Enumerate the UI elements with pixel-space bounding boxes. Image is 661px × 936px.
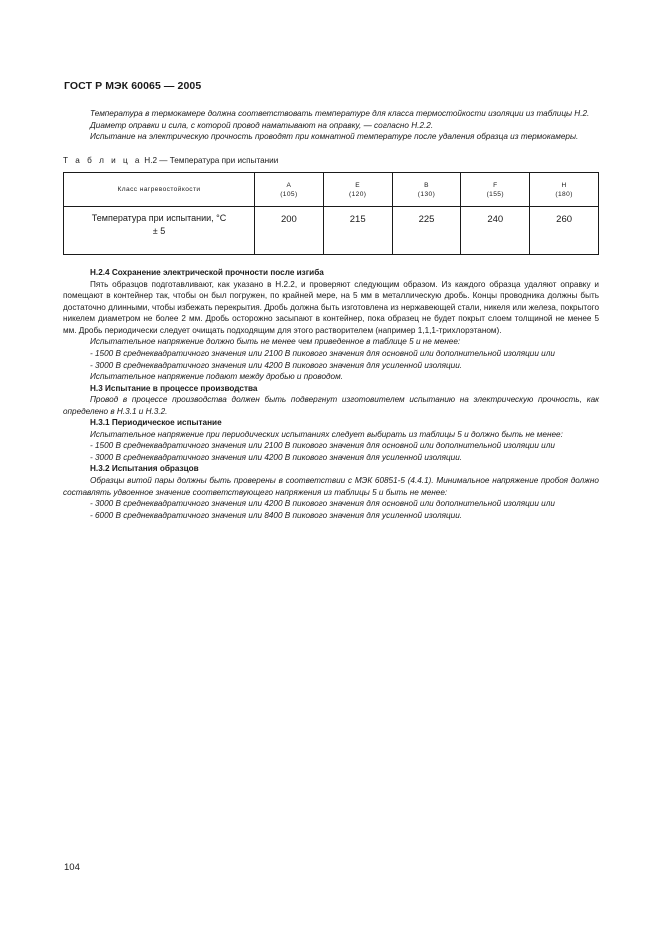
class-letter: А (286, 181, 292, 189)
temperature-table (63, 172, 599, 255)
section-h32-intro: Образцы витой пары должны быть проверены в соответствии с МЭК 60851-5 (4.4.1). Минимальное напряжение пробоя должно составлять удвоенное значение соответствующего напряжения из таблицы 5 и быть не менее: (63, 476, 599, 497)
section-heading-h24: Н.2.4 Сохранение электрической прочности после изгиба (90, 268, 324, 278)
section-heading-h3: Н.3 Испытание в процессе производства (90, 383, 258, 393)
class-temp: (155) (486, 190, 504, 198)
class-temp: (130) (417, 190, 436, 198)
class-letter: Н (561, 181, 567, 189)
class-letter: F (493, 181, 498, 189)
row-label-line: Температура при испытании, °С (91, 213, 227, 224)
class-temp: (105) (280, 190, 298, 198)
intro-paragraph: Температура в термокамере должна соответствовать температуре для класса термостойкости изоляции из таблицы Н.2. (90, 109, 590, 118)
section-h24-voltage-intro: Испытательное напряжение должно быть не менее чем приведенное в таблице 5 и не менее: (90, 337, 461, 347)
section-h24-item: - 3000 В среднеквадратичного значения или 4200 В пикового значения для усиленной изоляции. (90, 360, 463, 370)
value-cell: 225 (392, 207, 461, 255)
section-h24-body: Пять образцов подготавливают, как указано в Н.2.2, и проверяют следующим образом. Из каждого образца удаляют оправку и помещают в контейнер так, чтобы он был погружен, по крайней мере, на 5 мм в металлическую дробь. Концы проводника должны быть достаточно длинными, чтобы избежать перекрытия. Дробь должна быть изготовлена из нержавеющей стали, никеля или железа, покрытого никелем диаметром не более 2 мм. Дробь осторожно засыпают в контейнер, пока образец не будет покрыт слоем толщиной не менее 5 мм. Дробь периодически следует очищать подходящим для этого растворителем (например 1,1,1-трихлорэтаном). (63, 279, 599, 335)
class-cell (461, 173, 530, 207)
document-body (63, 108, 599, 521)
table-header-row (64, 173, 599, 207)
section-h3-body: Провод в процессе производства должен быть подвергнут изготовителем испытанию на электрическую прочность, как определено в Н.3.1 и Н.3.2. (63, 395, 599, 416)
table-data-row (64, 207, 599, 255)
table-caption (63, 155, 599, 167)
class-cell (323, 173, 392, 207)
section-heading-h32: Н.3.2 Испытания образцов (90, 464, 199, 474)
section-h24-item: - 1500 В среднеквадратичного значения или 2100 В пикового значения для основной или дополнительной изоляции или (90, 349, 555, 359)
class-cell (255, 173, 324, 207)
section-h24-note: Испытательное напряжение подают между дробью и проводом. (90, 372, 343, 382)
page-number: 104 (64, 862, 80, 873)
intro-paragraph: Диаметр оправки и сила, с которой провод наматывают на оправку, — согласно Н.2.2. (90, 120, 434, 130)
class-letter: Е (355, 181, 361, 189)
class-temp: (120) (348, 190, 367, 198)
section-heading-h31: Н.3.1 Периодическое испытание (90, 418, 222, 428)
value-cell: 215 (323, 207, 392, 255)
value-cell: 260 (530, 207, 599, 255)
class-letter: В (424, 181, 429, 189)
header-label-cell: Класс нагревостойкости (64, 173, 255, 207)
section-h32-item: - 6000 В среднеквадратичного значения или 8400 В пикового значения для усиленной изоляции. (90, 510, 463, 520)
row-label-cell (64, 207, 255, 255)
class-cell (530, 173, 599, 207)
class-cell (392, 173, 461, 207)
table-caption-prefix: Т а б л и ц а (63, 155, 142, 165)
class-temp: (180) (555, 190, 573, 198)
table-caption-text: Н.2 — Температура при испытании (144, 155, 279, 165)
document-header: ГОСТ Р МЭК 60065 — 2005 (64, 80, 202, 92)
row-label-tolerance: ± 5 (152, 226, 166, 237)
section-h31-item: - 1500 В среднеквадратичного значения или 2100 В пикового значения для основной или дополнительной изоляции или (90, 441, 555, 451)
section-h31-intro: Испытательное напряжение при периодических испытаниях следует выбирать из таблицы 5 и должно быть не менее: (90, 429, 563, 439)
intro-paragraph: Испытание на электрическую прочность проводят при комнатной температуре после удаления образца из термокамеры. (90, 132, 579, 142)
value-cell: 240 (461, 207, 530, 255)
section-h32-item: - 3000 В среднеквадратичного значения или 4200 В пикового значения для основной или дополнительной изоляции или (90, 499, 555, 509)
section-h31-item: - 3000 В среднеквадратичного значения или 4200 В пикового значения для усиленной изоляции. (90, 452, 463, 462)
value-cell: 200 (255, 207, 324, 255)
